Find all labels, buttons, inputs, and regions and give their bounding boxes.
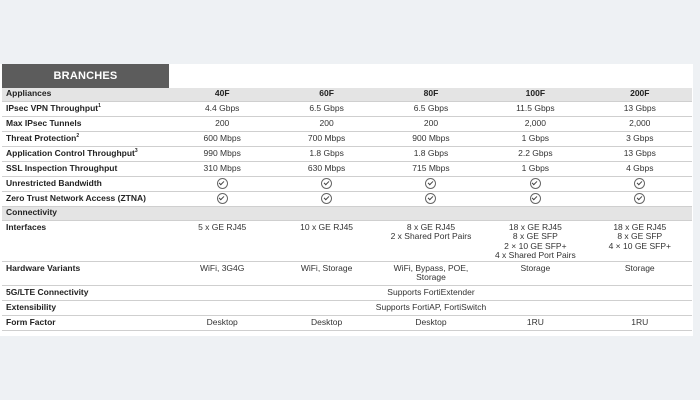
cell-value: 1RU [588,315,692,330]
cell-line: Storage [624,262,655,273]
model-header: 60F [274,88,378,101]
cell-value: Desktop [274,315,378,330]
cell-check [379,191,483,206]
table-row [2,131,692,146]
cell-check [170,176,274,191]
cell-value: 4.4 Gbps [170,101,274,116]
cell-value: 200 [379,116,483,131]
row-label: Max IPsec Tunnels [2,116,170,131]
cell-value: 715 Mbps [379,161,483,176]
cell-value [170,261,274,285]
table-row [2,176,692,191]
cell-line: Storage [416,272,446,283]
cell-value [588,220,692,261]
cell-value: 2,000 [588,116,692,131]
cell-value [483,261,587,285]
cell-line: 4 x Shared Port Pairs [494,250,576,261]
connectivity-section-title: Connectivity [2,206,692,220]
cell-line: 8 x GE SFP [512,231,558,242]
check-circle-icon [425,193,436,204]
cell-value: 1 Gbps [483,161,587,176]
model-header: 200F [588,88,692,101]
row-label: Interfaces [2,220,170,261]
cell-value [170,220,274,261]
cell-line: 5 x GE RJ45 [198,221,247,232]
row-label: Form Factor [2,315,170,330]
row-label: Threat Protection$^2$ [2,131,170,146]
cell-value: Supports FortiAP, FortiSwitch [170,300,692,315]
cell-value: 310 Mbps [170,161,274,176]
cell-line: WiFi, 3G4G [199,262,245,273]
cell-value: Desktop [170,315,274,330]
table-row [2,300,692,315]
cell-value [379,261,483,285]
cell-value: Supports FortiExtender [170,285,692,300]
spec-sheet [0,64,693,336]
row-label: 5G/LTE Connectivity [2,285,170,300]
table-row [2,161,692,176]
table-row [2,116,692,131]
table-row [2,261,692,285]
row-label: Unrestricted Bandwidth [2,176,170,191]
cell-value: 1.8 Gbps [274,146,378,161]
cell-value: 630 Mbps [274,161,378,176]
table-header-row [2,88,692,101]
cell-value: 13 Gbps [588,146,692,161]
row-label: Zero Trust Network Access (ZTNA) [2,191,170,206]
cell-value: 1.8 Gbps [379,146,483,161]
check-circle-icon [217,193,228,204]
row-label: Application Control Throughput$^3$ [2,146,170,161]
cell-value [379,220,483,261]
table-row [2,220,692,261]
cell-value: 200 [274,116,378,131]
check-circle-icon [321,178,332,189]
cell-value: 600 Mbps [170,131,274,146]
cell-value: 4 Gbps [588,161,692,176]
cell-line: WiFi, Storage [300,262,353,273]
cell-check [379,176,483,191]
check-circle-icon [425,178,436,189]
cell-value: 900 Mbps [379,131,483,146]
cell-check [274,191,378,206]
cell-value: 6.5 Gbps [379,101,483,116]
table-row [2,285,692,300]
cell-value: Desktop [379,315,483,330]
appliances-header: Appliances [2,88,170,101]
cell-check [483,191,587,206]
cell-value [588,261,692,285]
row-label: Extensibility [2,300,170,315]
cell-line: Storage [520,262,551,273]
check-circle-icon [530,178,541,189]
table-row [2,146,692,161]
cell-line: 18 x GE RJ45 [613,221,667,232]
cell-value: 3 Gbps [588,131,692,146]
cell-line: 4 × 10 GE SFP+ [608,240,671,251]
cell-line: 8 x GE RJ45 [406,221,456,232]
check-circle-icon [634,193,645,204]
cell-line: 18 x GE RJ45 [508,221,562,232]
table-row [2,191,692,206]
row-label: Hardware Variants [2,261,170,285]
cell-value: 2,000 [483,116,587,131]
cell-value: 6.5 Gbps [274,101,378,116]
cell-line: 8 x GE SFP [617,231,663,242]
cell-value [274,261,378,285]
table-row [2,101,692,116]
cell-value: 13 Gbps [588,101,692,116]
cell-value [483,220,587,261]
cell-value: 700 Mbps [274,131,378,146]
model-header: 40F [170,88,274,101]
check-circle-icon [634,178,645,189]
cell-value: 990 Mbps [170,146,274,161]
cell-check [588,176,692,191]
cell-line: 10 x GE RJ45 [300,221,354,232]
cell-value: 2.2 Gbps [483,146,587,161]
row-label: IPsec VPN Throughput$^1$ [2,101,170,116]
cell-line: 2 x Shared Port Pairs [390,231,472,242]
row-label: SSL Inspection Throughput [2,161,170,176]
cell-check [170,191,274,206]
cell-check [483,176,587,191]
check-circle-icon [530,193,541,204]
check-circle-icon [321,193,332,204]
branches-tab: BRANCHES [2,64,169,88]
cell-value: 200 [170,116,274,131]
model-header: 80F [379,88,483,101]
cell-check [588,191,692,206]
cell-line: 2 × 10 GE SFP+ [504,240,567,251]
model-header: 100F [483,88,587,101]
cell-line: WiFi, Bypass, POE, [393,262,469,273]
spec-table [2,88,692,331]
check-circle-icon [217,178,228,189]
cell-check [274,176,378,191]
table-row [2,315,692,330]
cell-value: 1 Gbps [483,131,587,146]
cell-value: 1RU [483,315,587,330]
cell-value: 11.5 Gbps [483,101,587,116]
section-header-row [2,206,692,220]
cell-value [274,220,378,261]
